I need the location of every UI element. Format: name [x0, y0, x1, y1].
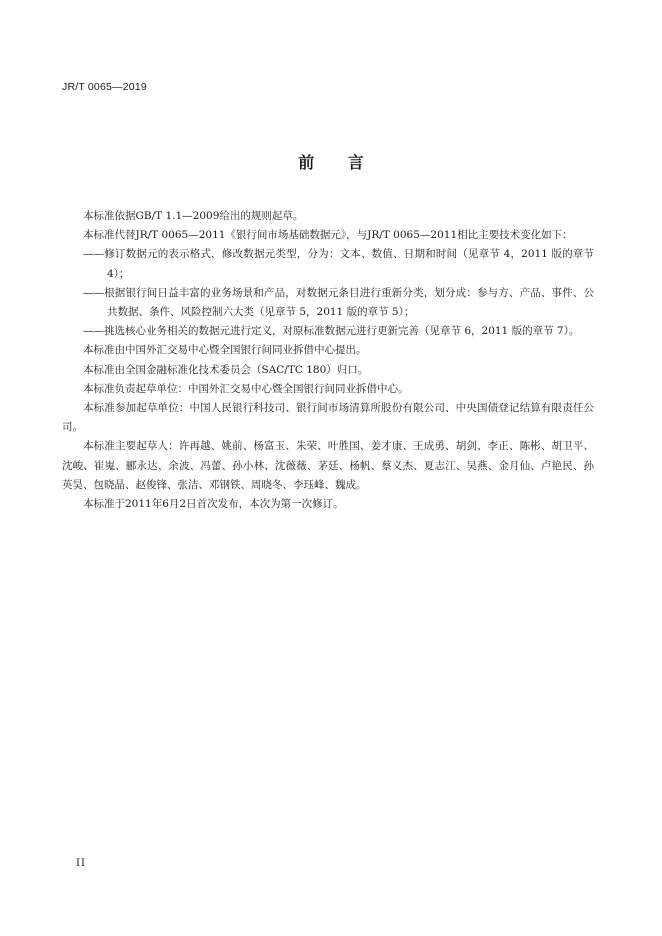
- change-item-classification: ——根据银行间日益丰富的业务场景和产品，对数据元条目进行重新分类，划分成：参与方、产品、事件、公共数据、条件、风险控制六大类（见章节 5，2011 版的章节 5）；: [83, 286, 594, 319]
- paragraph-drafting-rules: 本标准依据GB/T 1.1—2009给出的规则起草。: [83, 210, 304, 222]
- foreword-body: [62, 207, 594, 514]
- paragraph-committee: 本标准由全国金融标准化技术委员会（SAC/TC 180）归口。: [83, 363, 369, 376]
- paragraph-proposer: 本标准由中国外汇交易中心暨全国银行间同业拆借中心提出。: [83, 344, 367, 357]
- change-item-definition: ——挑选核心业务相关的数据元进行定义，对原标准数据元进行更新完善（见章节 6，2011 版的章节 7）。: [83, 325, 580, 338]
- document-code: JR/T 0065—2019: [62, 81, 147, 93]
- paragraph-replacement: 本标准代替JR/T 0065—2011《银行间市场基础数据元》，与JR/T 0065—2011相比主要技术变化如下：: [83, 229, 573, 242]
- paragraph-participating-drafters: 本标准参加起草单位：中国人民银行科技司、银行间市场清算所股份有限公司、中央国债登记结算有限责任公司。: [62, 402, 594, 434]
- paragraph-lead-drafter: 本标准负责起草单位：中国外汇交易中心暨全国银行间同业拆借中心。: [83, 382, 409, 395]
- page-title: 前 言: [298, 153, 378, 172]
- page-number: II: [76, 858, 86, 869]
- change-item-format: ——修订数据元的表示格式，修改数据元类型，分为：文本、数值、日期和时间（见章节 4，2011 版的章节 4）；: [83, 248, 594, 280]
- paragraph-main-drafters: 本标准主要起草人：许再越、姚前、杨富玉、朱荣、叶胜国、姜才康、王成勇、胡剑、李正、陈彬、胡卫平、沈峻、崔嵬、郦永达、余波、冯蕾、孙小林、沈薇薇、茅廷、杨帆、蔡义杰、夏志江、吴燕、金月仙、卢艳民、孙英昊、包晓晶、赵俊锋、张洁、邓钢铁、周晓冬、李珏峰、魏成。: [62, 440, 594, 491]
- paragraph-history: 本标准于2011年6月2日首次发布，本次为第一次修订。: [83, 498, 344, 511]
